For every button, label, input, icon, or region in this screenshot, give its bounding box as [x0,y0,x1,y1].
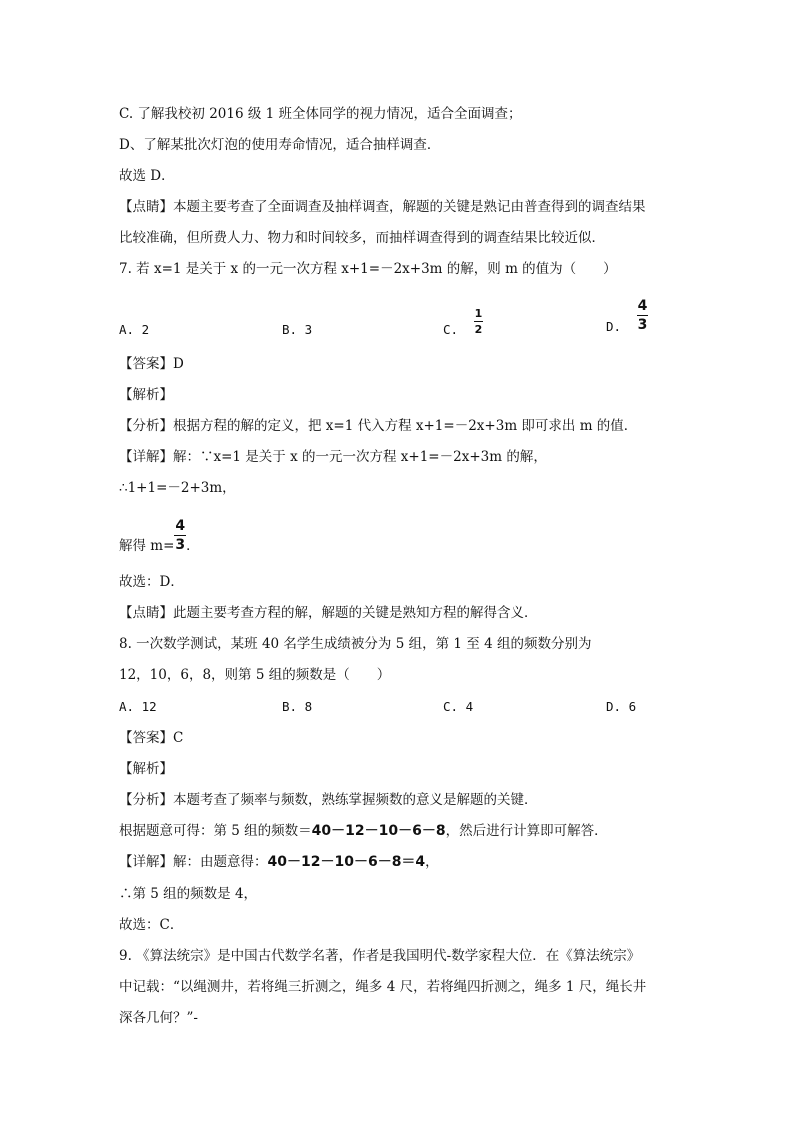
math-expression: 40－12－10－6－8＝4 [267,854,426,870]
answer-label: 【答案】D [119,356,184,372]
fraction-numerator: 1 [474,307,483,320]
q8-option-d: D. 6 [606,699,637,714]
fraction-numerator: 4 [637,298,648,314]
detail-text [119,853,439,871]
q7-option-a: A. 2 [119,322,150,337]
answer-label: 【答案】C [119,730,184,746]
analysis-text: 【分析】根据方程的解的定义，把 x=1 代入方程 x+1=－2x+3m 即可求出 m 的值． [119,418,638,434]
reasoning-text [119,822,608,840]
option-label: C. [443,322,459,337]
text-line: 故选 D． [119,168,175,184]
q8-option-a: A. 12 [119,699,157,714]
solution-result-suffix: ． [186,538,200,554]
choice-text: 故选：D． [119,574,184,590]
reasoning-prefix: 根据题意可得：第 5 组的频数＝ [119,823,312,839]
fraction-denominator: 2 [474,323,483,336]
q7-option-c [443,306,483,337]
fraction-denominator: 3 [637,317,648,333]
text-line: 【点睛】本题主要考查了全面调查及抽样调查，解题的关键是熟记由普查得到的调查结果 [119,199,646,215]
choice-text: 故选：C． [119,917,184,933]
fraction [174,519,186,552]
fraction [474,308,484,335]
detail-suffix: ， [425,854,439,870]
fraction-bar [474,321,484,322]
solution-result-prefix: 解得 m= [119,538,175,554]
summary-text: 【点睛】此题主要考查方程的解，解题的关键是熟知方程的解得含义． [119,605,538,621]
fraction [637,299,649,332]
text-line: C. 了解我校初 2016 级 1 班全体同学的视力情况，适合全面调查； [119,106,522,122]
question-9: 9. 《算法统宗》是中国古代数学名著，作者是我国明代-数学家程大位．在《算法统宗》 [119,948,641,964]
detail-prefix: 【详解】解：由题意得： [119,854,268,870]
question-9-cont: 深各几何？”- [119,1010,198,1026]
q7-option-d [606,297,648,334]
fraction-bar [174,535,186,536]
solution-step: ∴1+1=－2+3m， [119,480,236,496]
text-line: 比较准确，但所费人力、物力和时间较多，而抽样调查得到的调查结果比较近似． [119,230,605,246]
question-9-cont: 中记载：“以绳测井，若将绳三折测之，绳多 4 尺，若将绳四折测之，绳多 1 尺，绳长井 [119,979,647,995]
analysis-heading: 【解析】 [119,387,173,403]
solution-result [119,515,200,555]
q8-option-c: C. 4 [443,699,474,714]
reasoning-suffix: ，然后进行计算即可解答． [445,823,608,839]
math-expression: 40－12－10－6－8 [311,823,446,839]
question-8-cont: 12，10，6，8，则第 5 组的频数是（ ） [119,667,391,683]
text-line: D、了解某批次灯泡的使用寿命情况，适合抽样调查． [119,137,441,153]
analysis-text: 【分析】本题考查了频率与频数，熟练掌握频数的意义是解题的关键． [119,792,538,808]
q7-option-b: B. 3 [282,322,313,337]
fraction-denominator: 3 [175,536,186,553]
q8-option-b: B. 8 [282,699,313,714]
fraction-bar [637,315,649,316]
option-label: D. [606,319,622,334]
question-8: 8. 一次数学测试，某班 40 名学生成绩被分为 5 组，第 1 至 4 组的频数分别为 [119,636,592,652]
question-7: 7. 若 x=1 是关于 x 的一元一次方程 x+1=－2x+3m 的解，则 m 的值为（ ） [119,261,617,277]
detail-text: 【详解】解：∵x=1 是关于 x 的一元一次方程 x+1=－2x+3m 的解， [119,449,547,465]
fraction-numerator: 4 [175,517,186,534]
solution-step: ∴第 5 组的频数是 4， [119,886,258,902]
analysis-heading: 【解析】 [119,761,173,777]
